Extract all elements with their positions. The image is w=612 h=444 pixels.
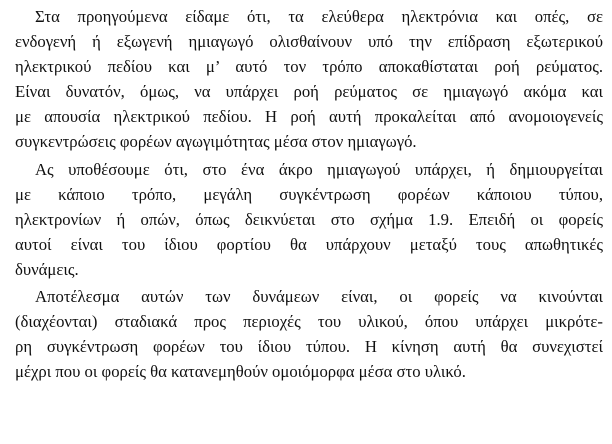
text-line: (διαχέονται) σταδιακά προς περιοχές του υλικού, όπου υπάρχει μικρότε-: [15, 312, 603, 332]
paragraph-diffusion-result: [15, 284, 603, 384]
text-line: Αποτέλεσμα αυτών των δυνάμεων είναι, οι φορείς να κινούνται: [35, 287, 603, 307]
text-line: μέχρι που οι φορείς θα κατανεμηθούν ομοιόμορφα μέσα στο υλικό.: [15, 362, 466, 382]
paragraph-carrier-concentration: [15, 157, 603, 282]
text-line: Είναι δυνατόν, όμως, να υπάρχει ροή ρεύματος σε ημιαγωγό ακόμα και: [15, 82, 603, 102]
text-line: ηλεκτρικού πεδίου και μ’ αυτό τον τρόπο αποκαθίσταται ροή ρεύματος.: [15, 57, 603, 77]
paragraph-drift-and-diffusion-intro: [15, 0, 603, 155]
text-line: ηλεκτρονίων ή οπών, όπως δεικνύεται στο σχήμα 1.9. Επειδή οι φορείς: [15, 209, 603, 229]
text-line: με κάποιο τρόπο, μεγάλη συγκέντρωση φορέων κάποιου τύπου,: [15, 184, 603, 204]
text-line: με απουσία ηλεκτρικού πεδίου. Η ροή αυτή προκαλείται από ανομοιογενείς: [15, 107, 603, 127]
text-line: Στα προηγούμενα είδαμε ότι, τα ελεύθερα ηλεκτρόνια και οπές, σε: [35, 7, 603, 26]
text-line: δυνάμεις.: [15, 259, 79, 279]
text-line: αυτοί είναι του ίδιου φορτίου θα υπάρχουν μεταξύ τους απωθητικές: [15, 234, 603, 254]
text-line: ρη συγκέντρωση φορέων του ίδιου τύπου. Η κίνηση αυτή θα συνεχιστεί: [15, 337, 603, 357]
text-line: συγκεντρώσεις φορέων αγωγιμότητας μέσα στον ημιαγωγό.: [15, 132, 417, 152]
text-line: ενδογενή ή εξωγενή ημιαγωγό ολισθαίνουν υπό την επίδραση εξωτερικού: [15, 32, 603, 52]
text-line: Ας υποθέσουμε ότι, στο ένα άκρο ημιαγωγού υπάρχει, ή δημιουργείται: [35, 159, 603, 179]
